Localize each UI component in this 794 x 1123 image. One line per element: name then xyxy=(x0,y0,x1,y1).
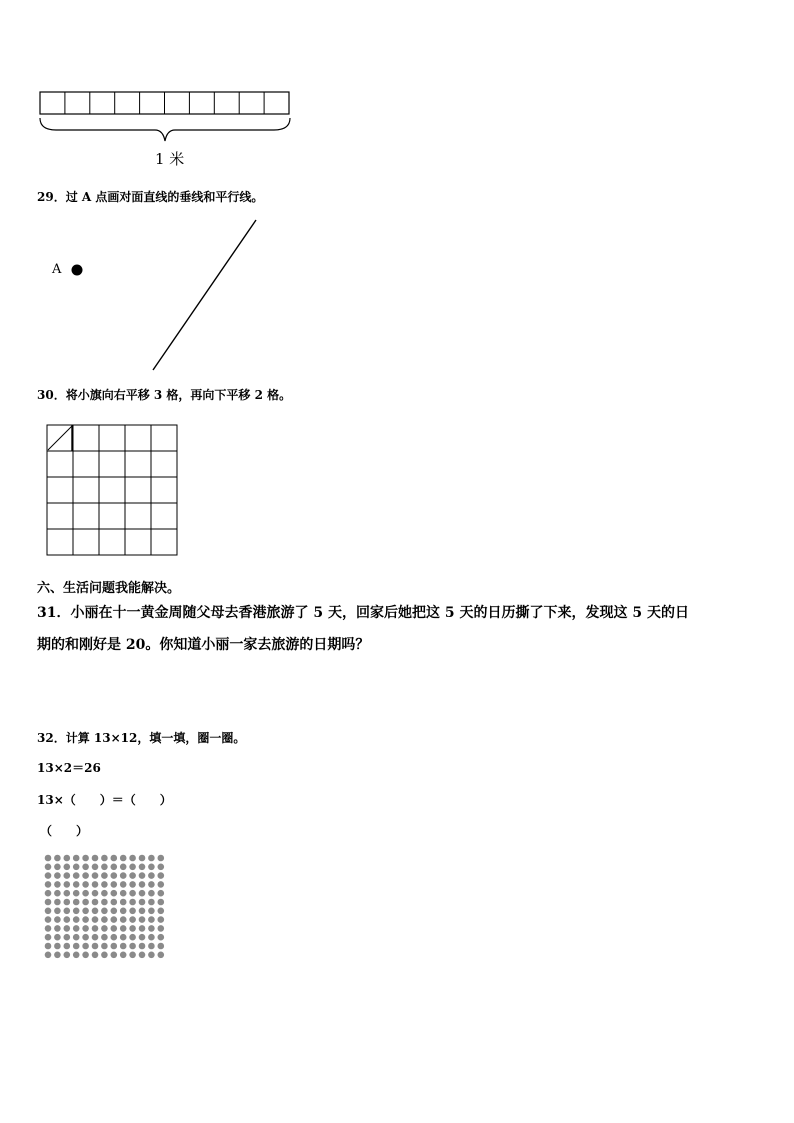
dot xyxy=(120,864,127,871)
dot xyxy=(101,908,108,915)
dot xyxy=(158,864,165,871)
dot xyxy=(111,890,118,897)
dot xyxy=(54,881,61,888)
dot xyxy=(101,864,108,871)
dot xyxy=(82,934,89,941)
dot xyxy=(54,872,61,879)
dot xyxy=(148,943,155,950)
dot xyxy=(45,881,52,888)
dot xyxy=(73,855,80,862)
dot xyxy=(73,899,80,906)
dot xyxy=(45,872,52,879)
dot xyxy=(129,855,136,862)
dot xyxy=(101,881,108,888)
dot xyxy=(82,855,89,862)
dot xyxy=(129,864,136,871)
dot xyxy=(120,916,127,923)
dot xyxy=(54,890,61,897)
dot xyxy=(45,916,52,923)
dot xyxy=(92,890,99,897)
dot xyxy=(111,881,118,888)
dot xyxy=(92,864,99,871)
dot xyxy=(54,934,61,941)
dot xyxy=(54,943,61,950)
dot xyxy=(148,925,155,932)
dot xyxy=(129,899,136,906)
dot xyxy=(148,916,155,923)
dot xyxy=(120,934,127,941)
dot xyxy=(139,864,146,871)
dot xyxy=(120,890,127,897)
dot xyxy=(92,908,99,915)
dot xyxy=(64,934,71,941)
dot xyxy=(64,899,71,906)
dot xyxy=(148,890,155,897)
dot xyxy=(54,899,61,906)
dot xyxy=(82,890,89,897)
dot xyxy=(139,943,146,950)
dot xyxy=(73,864,80,871)
dot xyxy=(64,925,71,932)
section-6-title: 六、生活问题我能解决。 xyxy=(37,581,181,596)
dot xyxy=(82,925,89,932)
dot xyxy=(148,855,155,862)
dot xyxy=(101,925,108,932)
question-30-text: 30．将小旗向右平移 3 格，再向下平移 2 格。 xyxy=(37,388,292,402)
dot xyxy=(101,916,108,923)
dot xyxy=(139,881,146,888)
dot xyxy=(64,943,71,950)
dot xyxy=(82,881,89,888)
dot xyxy=(148,881,155,888)
dot xyxy=(73,925,80,932)
dot xyxy=(111,908,118,915)
dot xyxy=(64,855,71,862)
dot xyxy=(158,890,165,897)
dot xyxy=(148,899,155,906)
dot xyxy=(148,872,155,879)
dot xyxy=(101,855,108,862)
dot xyxy=(158,872,165,879)
dot xyxy=(54,916,61,923)
dot xyxy=(158,943,165,950)
dot xyxy=(129,952,136,959)
dot xyxy=(82,943,89,950)
dot xyxy=(111,855,118,862)
dot xyxy=(139,872,146,879)
ruler-label: 1 米 xyxy=(155,150,185,168)
dot xyxy=(92,943,99,950)
question-29-text: 29．过 A 点画对面直线的垂线和平行线。 xyxy=(37,190,264,204)
dot xyxy=(158,952,165,959)
dot xyxy=(45,943,52,950)
dot xyxy=(158,855,165,862)
dot xyxy=(101,890,108,897)
dot xyxy=(73,916,80,923)
dot xyxy=(82,908,89,915)
dot xyxy=(139,855,146,862)
dot xyxy=(82,899,89,906)
question-32-text: 32．计算 13×12，填一填，圈一圈。 xyxy=(37,731,246,745)
dot xyxy=(45,925,52,932)
dot xyxy=(101,934,108,941)
dot xyxy=(111,952,118,959)
dot xyxy=(92,916,99,923)
dot xyxy=(45,934,52,941)
dot xyxy=(129,925,136,932)
dot xyxy=(92,872,99,879)
dot xyxy=(129,872,136,879)
dot xyxy=(148,934,155,941)
dot xyxy=(111,864,118,871)
dot xyxy=(111,872,118,879)
dot xyxy=(73,908,80,915)
dot xyxy=(139,925,146,932)
dot xyxy=(158,881,165,888)
dot xyxy=(64,881,71,888)
dot xyxy=(45,899,52,906)
dot xyxy=(101,943,108,950)
dot xyxy=(158,925,165,932)
dot xyxy=(82,872,89,879)
dot xyxy=(73,881,80,888)
dot xyxy=(101,872,108,879)
dot xyxy=(120,899,127,906)
dot xyxy=(139,934,146,941)
answer-blank: （ ） xyxy=(40,824,89,838)
dot xyxy=(120,908,127,915)
dot xyxy=(82,916,89,923)
dot xyxy=(148,908,155,915)
dot xyxy=(45,890,52,897)
dot xyxy=(148,864,155,871)
dot xyxy=(64,872,71,879)
dot xyxy=(45,908,52,915)
dot xyxy=(73,952,80,959)
dot xyxy=(120,855,127,862)
dot xyxy=(54,855,61,862)
dot xyxy=(54,952,61,959)
question-31-line1: 31．小丽在十一黄金周随父母去香港旅游了 5 天，回家后她把这 5 天的日历撕了下来，发现这 5 天的日 xyxy=(37,605,689,621)
dot xyxy=(73,872,80,879)
dot xyxy=(129,908,136,915)
dot xyxy=(111,899,118,906)
dot xyxy=(92,855,99,862)
dot xyxy=(45,855,52,862)
dot xyxy=(129,890,136,897)
dot xyxy=(64,916,71,923)
dot xyxy=(120,872,127,879)
dot xyxy=(139,952,146,959)
dot xyxy=(111,925,118,932)
dot xyxy=(101,952,108,959)
dot xyxy=(64,864,71,871)
dot xyxy=(139,899,146,906)
dot xyxy=(129,881,136,888)
dot xyxy=(54,864,61,871)
equation-13x2: 13×2＝26 xyxy=(37,761,101,775)
dot xyxy=(45,864,52,871)
dot xyxy=(158,916,165,923)
dot xyxy=(82,952,89,959)
dot xyxy=(129,916,136,923)
dot-array xyxy=(45,855,164,958)
dot xyxy=(148,952,155,959)
dot xyxy=(111,943,118,950)
dot xyxy=(120,943,127,950)
dot xyxy=(120,952,127,959)
dot xyxy=(92,952,99,959)
dot xyxy=(120,925,127,932)
dot xyxy=(129,943,136,950)
dot xyxy=(92,925,99,932)
dot xyxy=(139,916,146,923)
dot xyxy=(73,890,80,897)
dot xyxy=(139,890,146,897)
dot xyxy=(111,916,118,923)
dot xyxy=(73,934,80,941)
dot xyxy=(111,934,118,941)
dot xyxy=(82,864,89,871)
dot xyxy=(73,943,80,950)
dot xyxy=(64,890,71,897)
dot xyxy=(101,899,108,906)
dot xyxy=(158,899,165,906)
dot xyxy=(120,881,127,888)
dot xyxy=(54,925,61,932)
dot xyxy=(92,881,99,888)
dot xyxy=(64,908,71,915)
dot xyxy=(158,908,165,915)
dot xyxy=(92,934,99,941)
dot xyxy=(129,934,136,941)
dot xyxy=(158,934,165,941)
dot xyxy=(54,908,61,915)
dot xyxy=(45,952,52,959)
point-a-label: A xyxy=(52,262,62,277)
dot xyxy=(92,899,99,906)
dot xyxy=(139,908,146,915)
dot xyxy=(64,952,71,959)
question-31-line2: 期的和刚好是 20。你知道小丽一家去旅游的日期吗？ xyxy=(37,637,370,653)
equation-13x-blank: 13×（ ）＝（ ） xyxy=(37,793,172,807)
